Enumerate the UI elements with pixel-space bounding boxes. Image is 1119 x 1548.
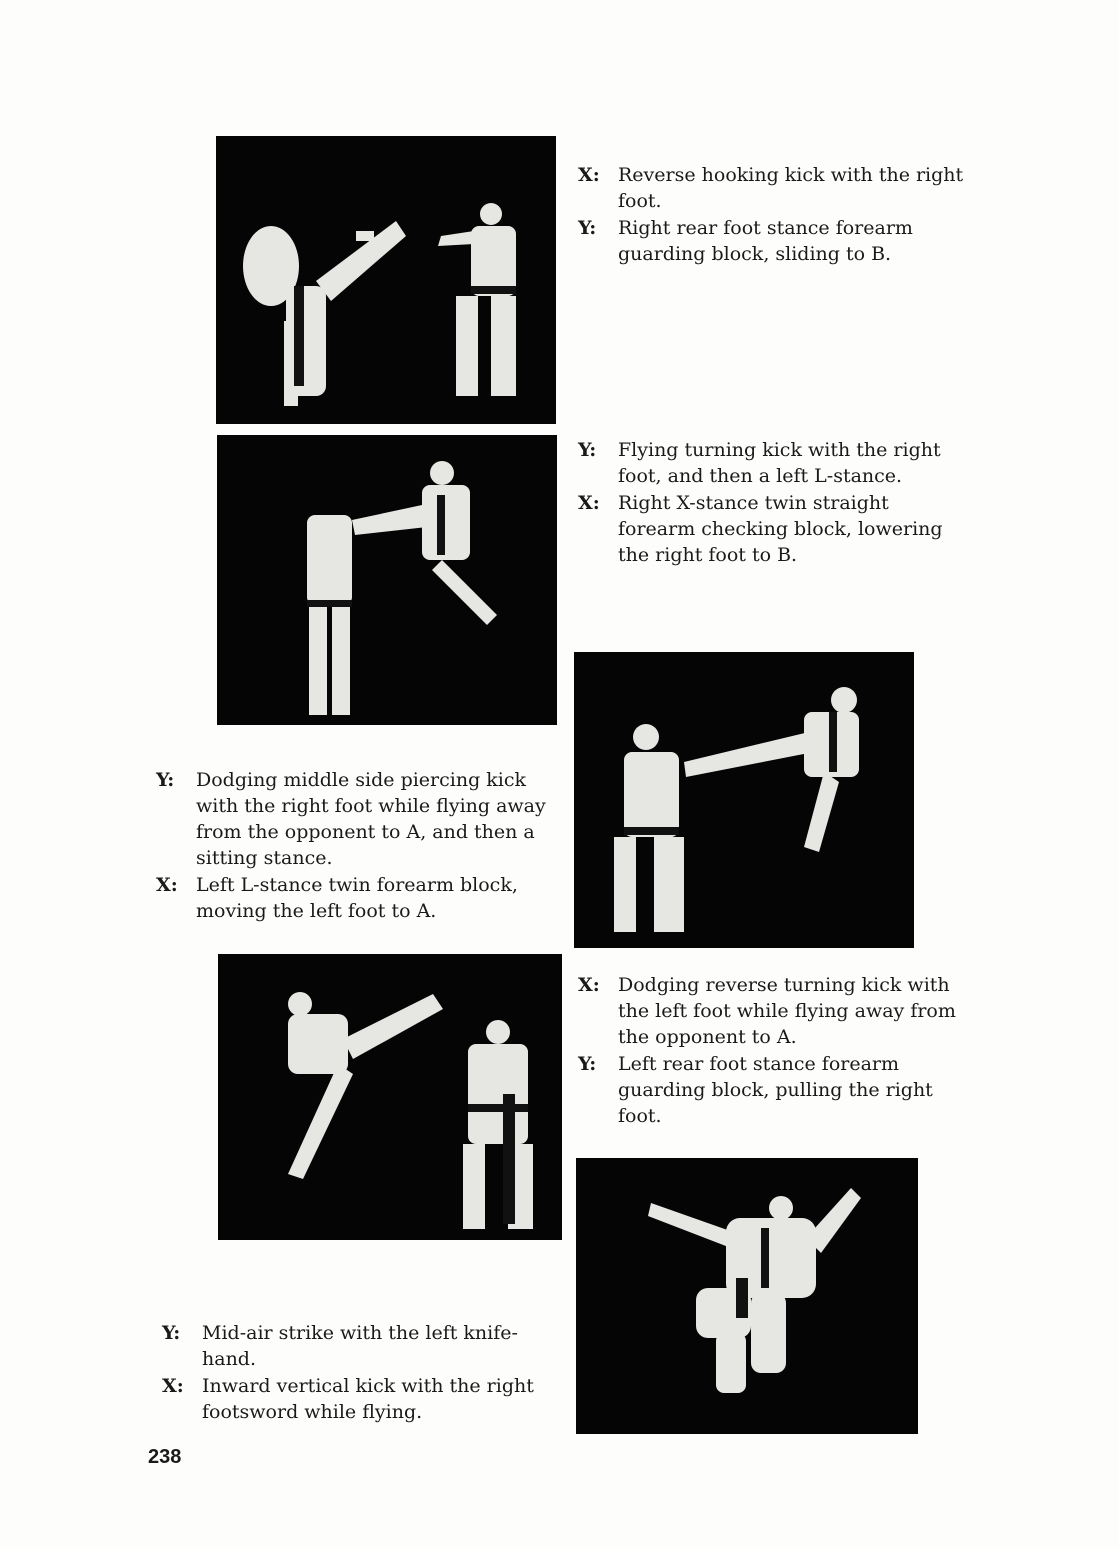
fighter-label: X:	[578, 164, 600, 186]
caption-reverse-hooking-kick	[578, 162, 972, 268]
caption-entry	[162, 1320, 554, 1372]
caption-entry	[578, 490, 972, 568]
caption-entry	[156, 872, 548, 924]
caption-entry	[162, 1373, 554, 1425]
caption-entry	[578, 162, 972, 214]
caption-entry	[578, 1051, 972, 1129]
fighter-label: Y:	[156, 769, 175, 791]
caption-entry	[156, 767, 548, 871]
caption-text: Left L-stance twin forearm block, moving the left foot to A.	[196, 874, 518, 922]
caption-mid-air-strike	[162, 1320, 554, 1426]
photo-dodging-reverse-turning-kick	[218, 954, 562, 1240]
caption-text: Mid-air strike with the left knife-hand.	[202, 1322, 518, 1370]
photo-mid-air-strike	[576, 1158, 918, 1434]
photo-5-figures	[576, 1158, 918, 1434]
photo-dodging-side-piercing-kick	[574, 652, 914, 948]
fighter-label: X:	[578, 974, 600, 996]
caption-text: Left rear foot stance forearm guarding block, pulling the right foot.	[618, 1053, 933, 1127]
caption-text: Right rear foot stance forearm guarding block, sliding to B.	[618, 217, 913, 265]
fighter-label: X:	[578, 492, 600, 514]
photo-reverse-hooking-kick	[216, 136, 556, 424]
caption-entry	[578, 215, 972, 267]
photo-1-figures	[216, 136, 556, 424]
caption-text: Reverse hooking kick with the right foot.	[618, 164, 964, 212]
caption-dodging-reverse-turning-kick	[578, 972, 972, 1130]
photo-flying-turning-kick	[217, 435, 557, 725]
fighter-label: Y:	[578, 439, 597, 461]
photo-4-figures	[218, 954, 562, 1240]
caption-entry	[578, 972, 972, 1050]
caption-text: Flying turning kick with the right foot, and then a left L-stance.	[618, 439, 941, 487]
photo-3-figures	[574, 652, 914, 948]
fighter-label: Y:	[162, 1322, 181, 1344]
fighter-label: Y:	[578, 217, 597, 239]
caption-flying-turning-kick	[578, 437, 972, 569]
caption-dodging-side-piercing-kick	[156, 767, 548, 925]
caption-text: Right X-stance twin straight forearm checking block, lowering the right foot to B.	[618, 492, 943, 566]
caption-text: Dodging middle side piercing kick with the right foot while flying away from the opponent to A, and then a sitting stance.	[196, 769, 546, 869]
caption-entry	[578, 437, 972, 489]
fighter-label: X:	[156, 874, 178, 896]
fighter-label: X:	[162, 1375, 184, 1397]
page-number: 238	[148, 1446, 182, 1468]
caption-text: Inward vertical kick with the right footsword while flying.	[202, 1375, 534, 1423]
caption-text: Dodging reverse turning kick with the left foot while flying away from the opponent to A.	[618, 974, 956, 1048]
fighter-label: Y:	[578, 1053, 597, 1075]
photo-2-figures	[217, 435, 557, 725]
